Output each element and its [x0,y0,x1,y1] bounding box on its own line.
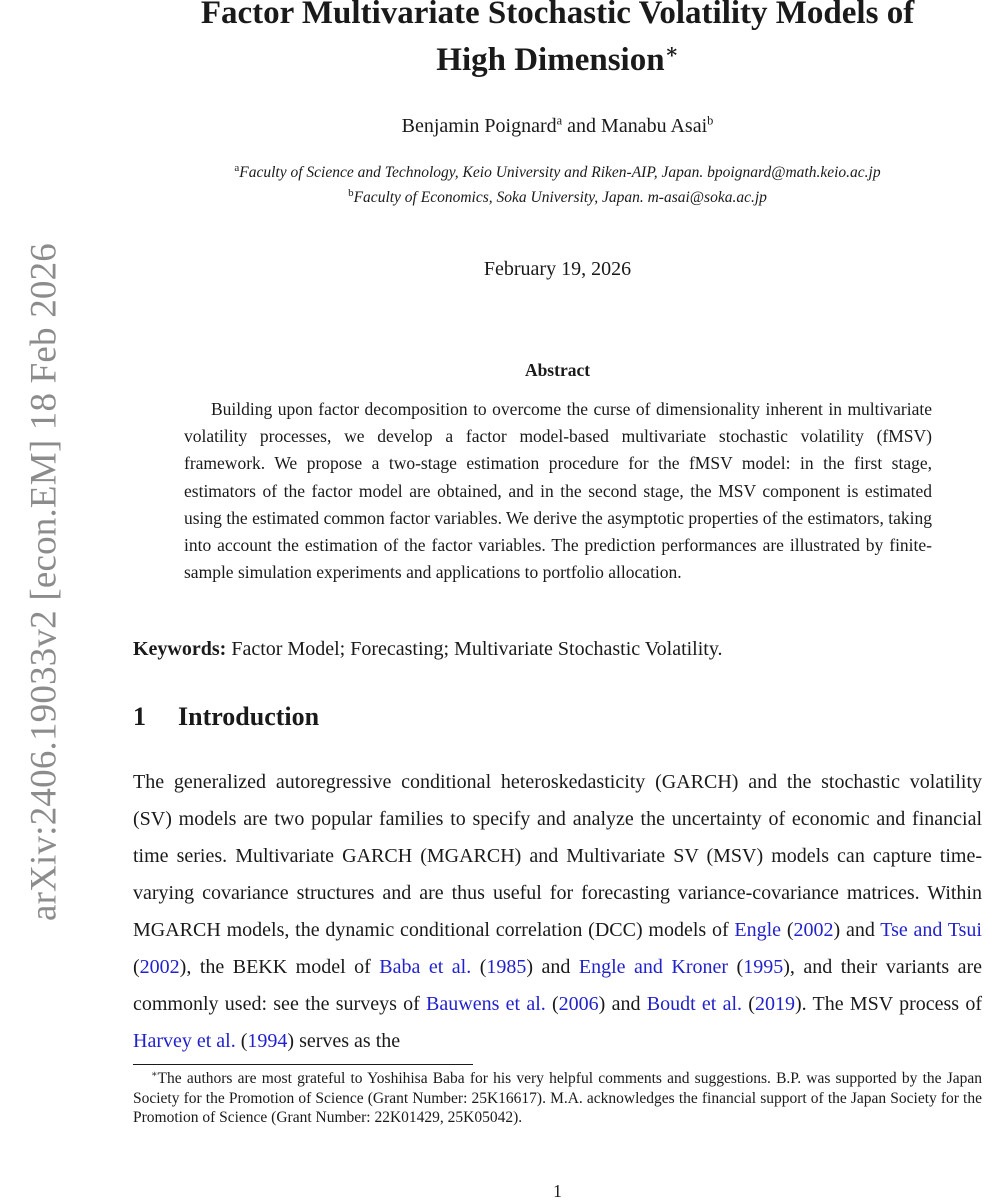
intro-text: ( [235,1030,248,1052]
affiliation-b [133,186,982,207]
author-name: Manabu Asai [601,115,708,137]
intro-text: ( [545,993,559,1015]
citation-link[interactable]: Engle and Kroner [578,956,729,978]
intro-text: ) and [833,919,881,941]
footnote-mark: ∗ [151,1068,158,1080]
intro-text: ), the BEKK model of [179,956,380,978]
citation-year-link[interactable]: 2002 [793,919,834,941]
citation-link[interactable]: Tse and Tsui [880,919,982,941]
intro-text: ( [742,993,755,1015]
abstract-heading: Abstract [524,360,591,380]
section-number: 1 [133,702,146,731]
citation-link[interactable]: Bauwens et al. [426,993,546,1015]
footnote-divider [133,1064,473,1065]
citation-year-link[interactable]: 1995 [743,956,784,978]
intro-text: The generalized autoregressive conditional heteroskedasticity (GARCH) and the stochastic volatility (SV) models are two popular families to specify and analyze the uncertainty of economic and financial time series. Multivariate GARCH (MGARCH) and Multivariate SV (MSV) models can capture time-varying covariance structures and are thus useful for forecasting variance-covariance matrices. Within MGARCH models, the dynamic conditional correlation (DCC) models of [133,771,982,941]
paper-date: February 19, 2026 [483,258,632,280]
affiliation-text: Faculty of Science and Technology, Keio University and Riken-AIP, Japan. bpoignard@math.keio.ac.jp [239,164,881,181]
citation-link[interactable]: Engle [734,919,782,941]
affiliation-a [133,161,982,182]
intro-text: ( [471,956,487,978]
citation-link[interactable]: Boudt et al. [646,993,743,1015]
title-footnote-mark[interactable]: ∗ [664,41,679,63]
title-line-2-text: High Dimension [436,42,665,78]
introduction-paragraph [133,764,988,1060]
footnote-text: The authors are most grateful to Yoshihisa Baba for his very helpful comments and suggestions. B.P. was supported by the Japan Society for the Promotion of Science (Grant Number: 25K16617). M.A. acknowledges the financial support of the Japan Society for the Promotion of Science (Grant Number: 22K01429, 25K05042). [133,1070,982,1126]
affiliation-mark: a [234,161,240,174]
citation-link[interactable]: Baba et al. [379,956,472,978]
intro-text: ( [728,956,744,978]
author-affiliation-mark: b [707,113,714,128]
page-number: 1 [553,1181,562,1201]
arxiv-identifier-stamp: arXiv:2406.19033v2 [econ.EM] 18 Feb 2026 [23,242,65,922]
keywords-text: Factor Model; Forecasting; Multivariate Stochastic Volatility. [226,638,723,660]
keywords-label: Keywords: [133,638,227,660]
title-line-1: Factor Multivariate Stochastic Volatility Models of [200,0,915,31]
affiliation-text: Faculty of Economics, Soka University, Japan. m-asai@soka.ac.jp [353,189,767,206]
section-heading-introduction [133,702,319,732]
intro-text: ). The MSV process of [794,993,987,1015]
intro-text: ( [133,919,987,978]
affiliation-mark: b [348,186,354,199]
citation-year-link[interactable]: 1994 [247,1030,288,1052]
abstract-body: Building upon factor decomposition to overcome the curse of dimensionality inherent in multivariate volatility processes, we develop a factor model-based multivariate stochastic volatility (fMSV) framework. We propose a two-stage estimation procedure for the fMSV model: in the first stage, estimators of the factor model are obtained, and in the second stage, the MSV component is estimated using the estimated common factor variables. We derive the asymptotic properties of the estimators, taking into account the estimation of the factor variables. The prediction performances are illustrated by finite-sample simulation experiments and applications to portfolio allocation. [184,399,932,583]
author-name: Benjamin Poignard [401,115,557,137]
paper-title [133,0,982,94]
citation-link[interactable]: Harvey et al. [133,1030,236,1052]
intro-text: ), and their variants are commonly used: see the surveys of [133,956,988,1015]
intro-text: ( [781,919,794,941]
intro-text: ) and [526,956,579,978]
intro-text: ) serves as the [287,1030,401,1052]
keywords [133,638,982,661]
citation-year-link[interactable]: 2019 [754,993,795,1015]
citation-year-link[interactable]: 2002 [139,956,180,978]
citation-year-link[interactable]: 1985 [486,956,527,978]
author-list [133,115,982,138]
footnote [133,1069,982,1128]
title-line-2 [133,37,982,84]
author-affiliation-mark: a [556,113,563,128]
section-title: Introduction [178,702,320,731]
author-conjunction: and [562,115,602,137]
intro-text: ) and [598,993,647,1015]
citation-year-link[interactable]: 2006 [558,993,599,1015]
